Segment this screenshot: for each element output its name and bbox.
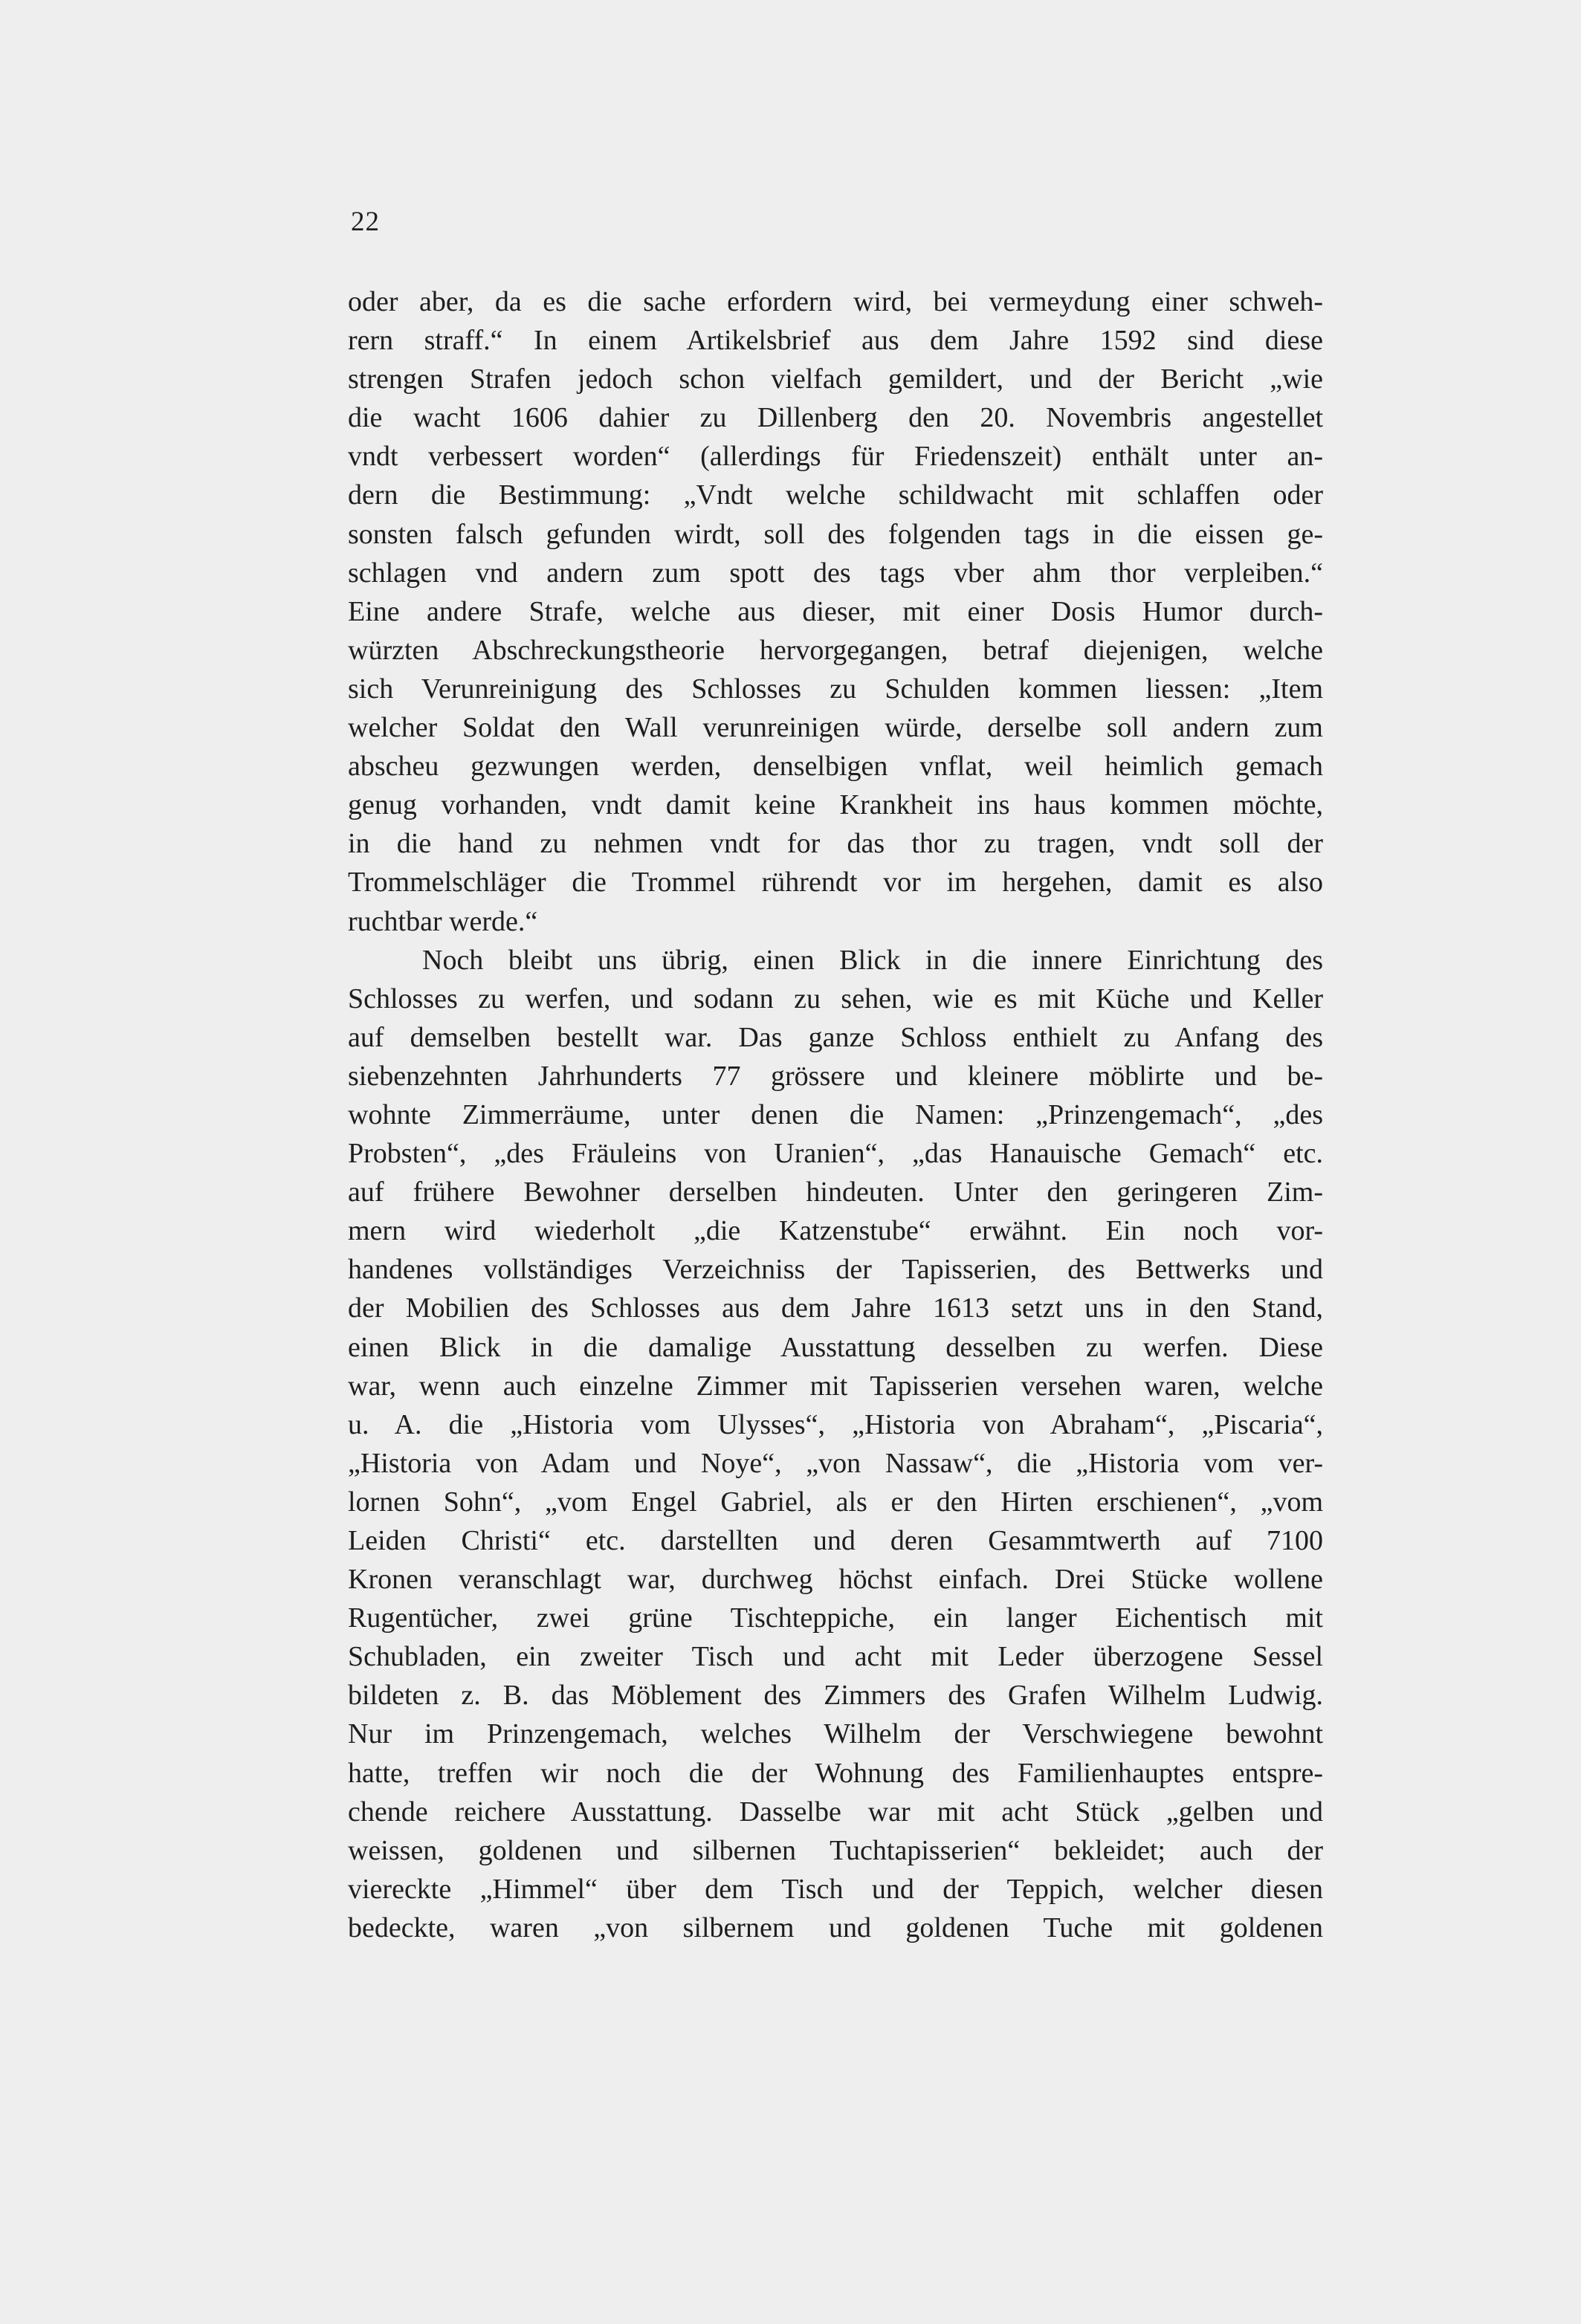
body-text xyxy=(348,282,1323,1947)
text-line: abscheu gezwungen werden, denselbigen vnflat, weil heimlich gemach xyxy=(348,751,1323,783)
text-line: siebenzehnten Jahrhunderts 77 grössere und kleinere möblirte und be- xyxy=(348,1060,1323,1092)
text-line: Eine andere Strafe, welche aus dieser, mit einer Dosis Humor durch- xyxy=(348,595,1323,627)
text-line: sonsten falsch gefunden wirdt, soll des folgenden tags in die eissen ge- xyxy=(348,518,1323,550)
text-line: bildeten z. B. das Möblement des Zimmers des Grafen Wilhelm Ludwig. xyxy=(348,1680,1323,1712)
text-line: mern wird wiederholt „die Katzenstube“ erwähnt. Ein noch vor- xyxy=(348,1215,1323,1247)
text-line: auf frühere Bewohner derselben hindeuten. Unter den geringeren Zim- xyxy=(348,1176,1323,1208)
text-line: chende reichere Ausstattung. Dasselbe war mit acht Stück „gelben und xyxy=(348,1796,1323,1828)
text-line: vndt verbessert worden“ (allerdings für Friedenszeit) enthält unter an- xyxy=(348,441,1323,473)
text-line: war, wenn auch einzelne Zimmer mit Tapisserien versehen waren, welche xyxy=(348,1370,1323,1402)
text-line: hatte, treffen wir noch die der Wohnung des Familienhauptes entspre- xyxy=(348,1757,1323,1789)
text-line: u. A. die „Historia vom Ulysses“, „Historia von Abraham“, „Piscaria“, xyxy=(348,1408,1323,1440)
text-line: die wacht 1606 dahier zu Dillenberg den 20. Novembris angestellet xyxy=(348,402,1323,434)
paragraph-1 xyxy=(348,282,1323,941)
page-number: 22 xyxy=(351,207,380,237)
text-line: Rugentücher, zwei grüne Tischteppiche, ein langer Eichentisch mit xyxy=(348,1602,1323,1634)
text-line: weissen, goldenen und silbernen Tuchtapisserien“ bekleidet; auch der xyxy=(348,1834,1323,1866)
text-line: Probsten“, „des Fräuleins von Uranien“, „das Hanauische Gemach“ etc. xyxy=(348,1138,1323,1170)
text-line: viereckte „Himmel“ über dem Tisch und der Teppich, welcher diesen xyxy=(348,1873,1323,1905)
text-line: Schlosses zu werfen, und sodann zu sehen, wie es mit Küche und Keller xyxy=(348,983,1323,1014)
text-line: lornen Sohn“, „vom Engel Gabriel, als er den Hirten erschienen“, „vom xyxy=(348,1486,1323,1518)
text-line: einen Blick in die damalige Ausstattung desselben zu werfen. Diese xyxy=(348,1331,1323,1363)
text-line: Noch bleibt uns übrig, einen Blick in die innere Einrichtung des xyxy=(422,944,1323,976)
text-line: würzten Abschreckungstheorie hervorgegangen, betraf diejenigen, welche xyxy=(348,634,1323,666)
text-line: Trommelschläger die Trommel rührendt vor im hergehen, damit es also xyxy=(348,867,1323,899)
text-line: der Mobilien des Schlosses aus dem Jahre 1613 setzt uns in den Stand, xyxy=(348,1292,1323,1324)
text-line: „Historia von Adam und Noye“, „von Nassaw“, die „Historia vom ver- xyxy=(348,1447,1323,1479)
text-line: schlagen vnd andern zum spott des tags vber ahm thor verpleiben.“ xyxy=(348,557,1323,589)
text-line: dern die Bestimmung: „Vndt welche schildwacht mit schlaffen oder xyxy=(348,479,1323,511)
text-line: genug vorhanden, vndt damit keine Krankheit ins haus kommen möchte, xyxy=(348,789,1323,821)
text-line: rern straff.“ In einem Artikelsbrief aus dem Jahre 1592 sind diese xyxy=(348,325,1323,357)
text-line: handenes vollständiges Verzeichniss der Tapisserien, des Bettwerks und xyxy=(348,1254,1323,1286)
text-line: Leiden Christi“ etc. darstellten und deren Gesammtwerth auf 7100 xyxy=(348,1525,1323,1556)
paragraph-2 xyxy=(348,941,1323,1947)
text-line: Kronen veranschlagt war, durchweg höchst einfach. Drei Stücke wollene xyxy=(348,1564,1323,1596)
text-line: ruchtbar werde.“ xyxy=(348,905,538,937)
text-line: Schubladen, ein zweiter Tisch und acht mit Leder überzogene Sessel xyxy=(348,1641,1323,1673)
text-line: bedeckte, waren „von silbernem und goldenen Tuche mit goldenen xyxy=(348,1912,1323,1943)
text-line: strengen Strafen jedoch schon vielfach gemildert, und der Bericht „wie xyxy=(348,363,1323,395)
text-line: welcher Soldat den Wall verunreinigen würde, derselbe soll andern zum xyxy=(348,712,1323,744)
text-line: oder aber, da es die sache erfordern wird, bei vermeydung einer schweh- xyxy=(348,286,1323,317)
text-line: in die hand zu nehmen vndt for das thor zu tragen, vndt soll der xyxy=(348,828,1323,860)
text-line: sich Verunreinigung des Schlosses zu Schulden kommen liessen: „Item xyxy=(348,673,1323,705)
text-line: Nur im Prinzengemach, welches Wilhelm der Verschwiegene bewohnt xyxy=(348,1718,1323,1750)
text-line: auf demselben bestellt war. Das ganze Schloss enthielt zu Anfang des xyxy=(348,1021,1323,1053)
text-line: wohnte Zimmerräume, unter denen die Namen: „Prinzengemach“, „des xyxy=(348,1098,1323,1130)
